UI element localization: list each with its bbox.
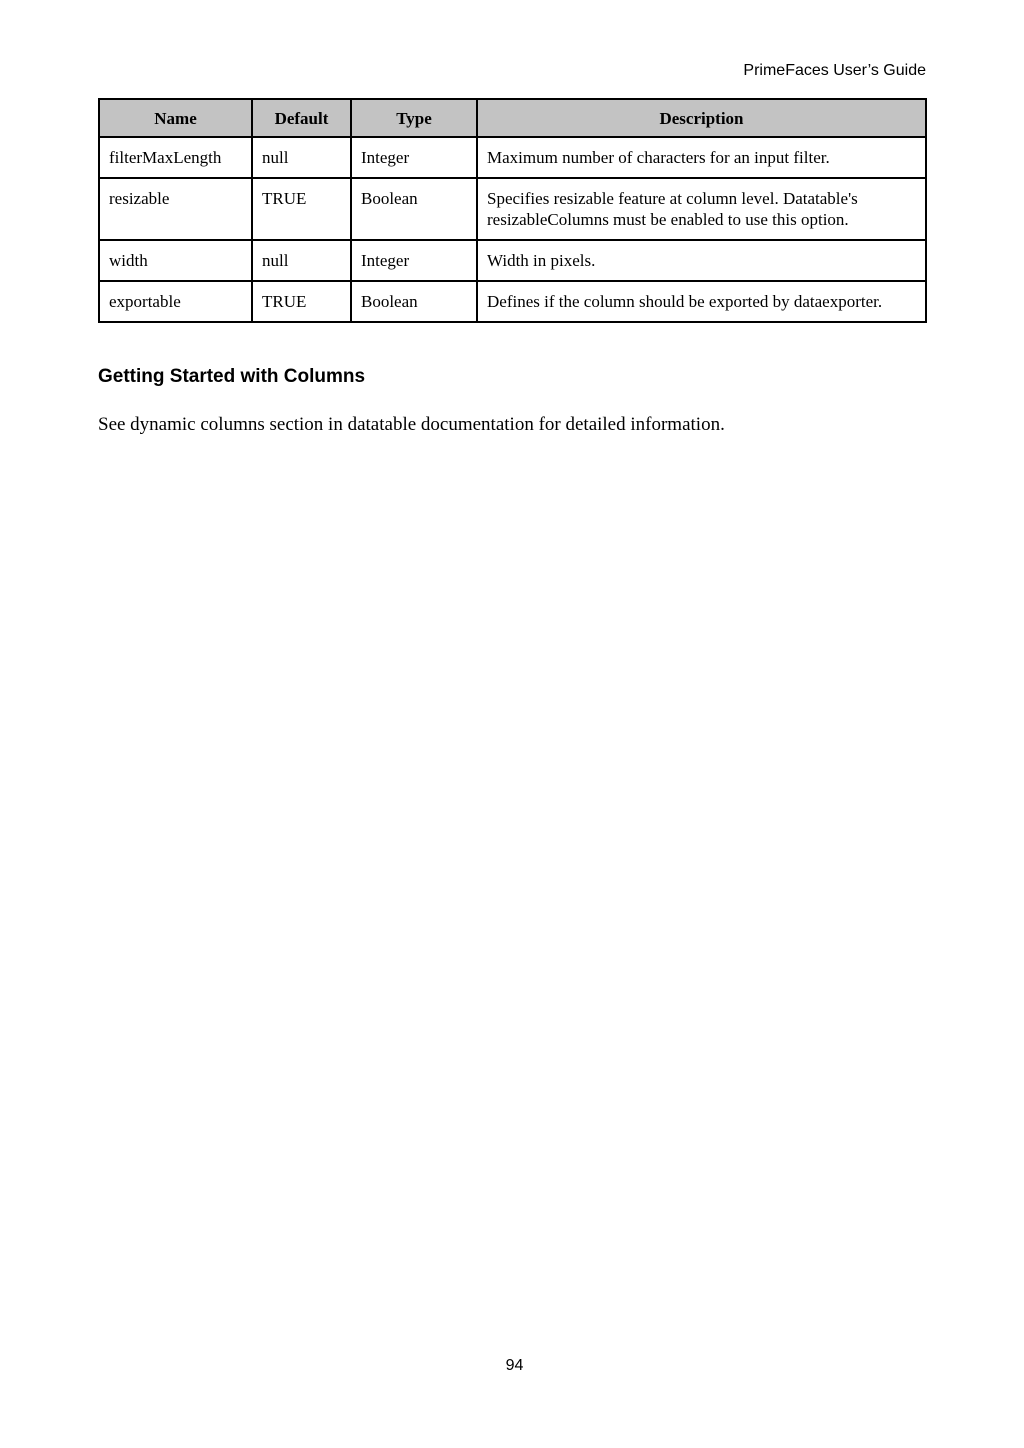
table-row <box>99 281 926 322</box>
running-header: PrimeFaces User’s Guide <box>743 62 926 79</box>
cell-description: Defines if the column should be exported by dataexporter. <box>477 281 926 322</box>
cell-name: filterMaxLength <box>99 137 252 178</box>
table-row <box>99 137 926 178</box>
column-header-description: Description <box>477 99 926 137</box>
cell-default: null <box>252 137 351 178</box>
cell-name: width <box>99 240 252 281</box>
table-row <box>99 240 926 281</box>
cell-name: exportable <box>99 281 252 322</box>
cell-description: Maximum number of characters for an input filter. <box>477 137 926 178</box>
attributes-table <box>98 98 927 323</box>
cell-type: Boolean <box>351 178 477 240</box>
column-header-name: Name <box>99 99 252 137</box>
cell-default: TRUE <box>252 281 351 322</box>
cell-default: null <box>252 240 351 281</box>
cell-name: resizable <box>99 178 252 240</box>
cell-default: TRUE <box>252 178 351 240</box>
cell-type: Boolean <box>351 281 477 322</box>
section-paragraph: See dynamic columns section in datatable documentation for detailed information. <box>98 414 725 435</box>
cell-type: Integer <box>351 240 477 281</box>
section-heading: Getting Started with Columns <box>98 366 366 387</box>
table-row <box>99 178 926 240</box>
cell-type: Integer <box>351 137 477 178</box>
page-number: 94 <box>505 1357 524 1374</box>
table-header-row <box>99 99 926 137</box>
cell-description: Specifies resizable feature at column level. Datatable's resizableColumns must be enabled to use this option. <box>477 178 926 240</box>
cell-description: Width in pixels. <box>477 240 926 281</box>
column-header-type: Type <box>351 99 477 137</box>
column-header-default: Default <box>252 99 351 137</box>
